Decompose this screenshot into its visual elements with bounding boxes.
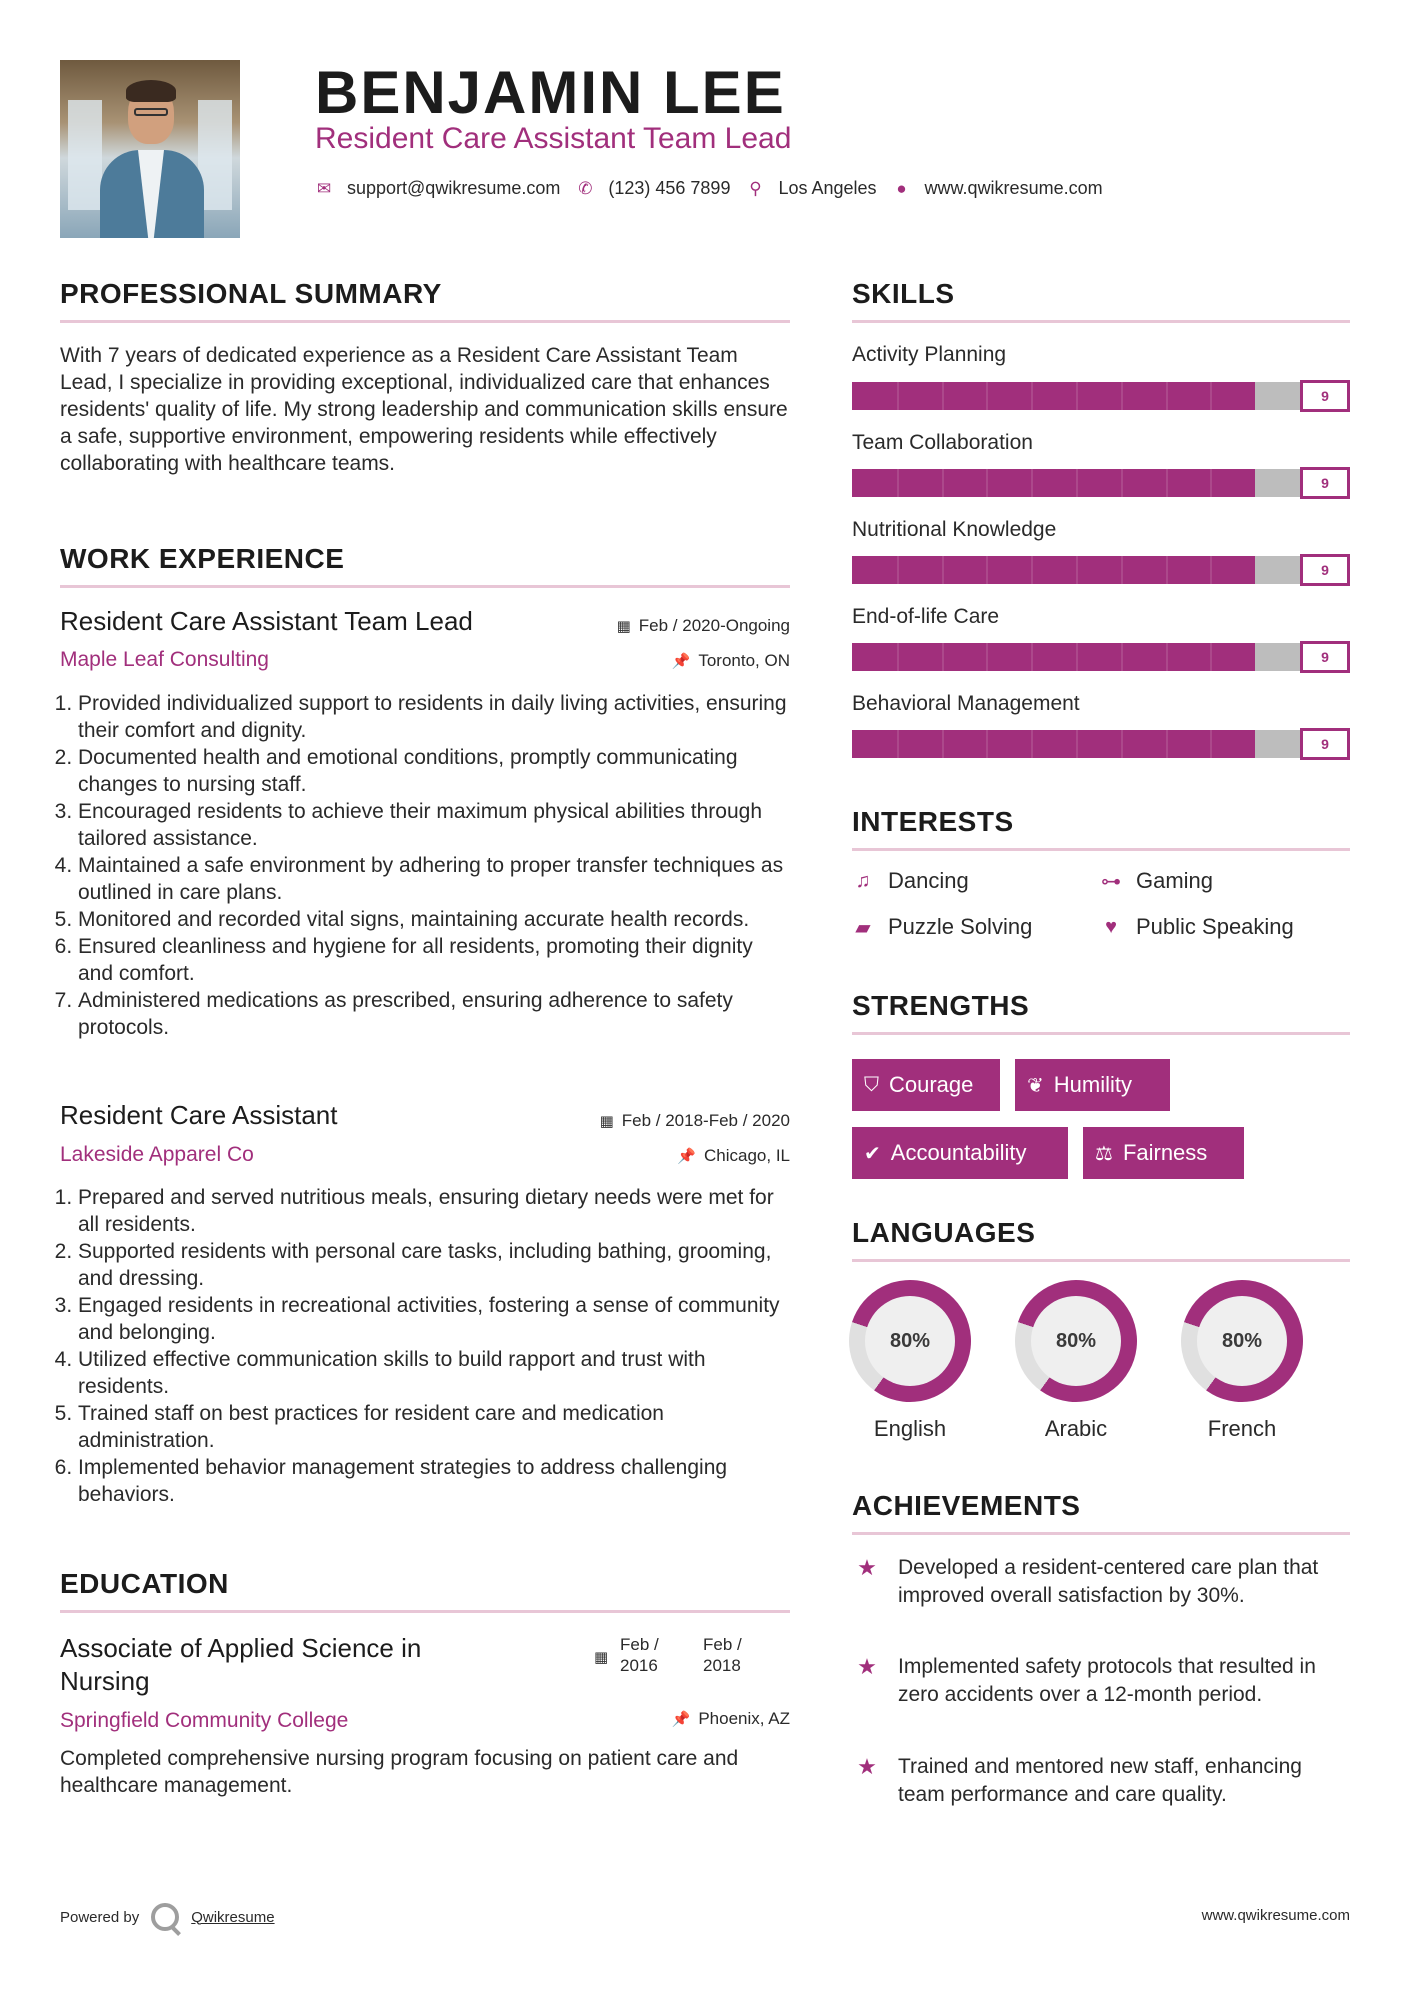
contact-location: [746, 178, 876, 199]
degree-line: Nursing: [60, 1666, 150, 1696]
powered-by-text: Powered by: [60, 1908, 140, 1926]
job-date: [617, 616, 790, 636]
education-description: Completed comprehensive nursing program focusing on patient care and healthcare management.: [60, 1747, 739, 1797]
job-location: [672, 651, 790, 671]
job-date-text: Feb / 2018-Feb / 2020: [621, 1111, 790, 1130]
skill-label: Behavioral Management: [852, 692, 1080, 715]
skills-heading: SKILLS: [852, 278, 955, 309]
pushpin-icon: 📌: [677, 1148, 696, 1165]
contact-website[interactable]: [893, 178, 1103, 199]
interest-label: Puzzle Solving: [888, 914, 1033, 939]
languages-divider: [852, 1259, 1350, 1262]
list-item: 1. Prepared and served nutritious meals, ensuring dietary needs were met for all residents.: [78, 1184, 795, 1238]
interest-label: Gaming: [1136, 868, 1214, 893]
strength-label: Humility: [1053, 1072, 1132, 1097]
calendar-icon: ▦: [616, 618, 631, 635]
language-name: Arabic: [1044, 1416, 1108, 1441]
edu-end-year: 2018: [703, 1656, 741, 1675]
language-item: [1180, 1280, 1304, 1442]
skill-bar: [852, 556, 1350, 584]
shield-icon: ⛉: [864, 1073, 879, 1096]
list-item: 6. Ensured cleanliness and hygiene for all residents, promoting their dignity and comfort.: [78, 933, 790, 987]
school-name: Springfield Community College: [60, 1709, 349, 1732]
skill-label: Team Collaboration: [852, 431, 1033, 454]
experience-divider: [60, 585, 790, 588]
interests-heading: INTERESTS: [852, 806, 1014, 837]
job-duties: [60, 690, 790, 1041]
location-text: Los Angeles: [778, 178, 877, 198]
language-item: [1014, 1280, 1138, 1442]
achievement-item: [852, 1753, 1352, 1809]
summary-text: With 7 years of dedicated experience as a Resident Care Assistant Team Lead, I specialize in providing exceptional, individualized care that enhances residents' quality of life. My strong leadership and communication skills ensure a safe, supportive environment, empowering residents while effectively collaborating with healthcare teams.: [60, 344, 788, 475]
language-ring: [833, 1264, 987, 1418]
balance-scale-icon: ⚖: [1095, 1142, 1113, 1165]
list-item: 3. Engaged residents in recreational activities, fostering a sense of community and belonging.: [78, 1292, 795, 1346]
skill-level-badge: 9: [1300, 380, 1350, 412]
skill-bar-fill: [852, 643, 1255, 671]
achievement-item: [852, 1653, 1352, 1709]
list-item: 2. Documented health and emotional conditions, promptly communicating changes to nursing staff.: [78, 744, 790, 798]
heartbeat-icon: ♥: [1105, 915, 1117, 938]
skill-level-badge: 9: [1300, 641, 1350, 673]
list-item: 2. Supported residents with personal care tasks, including bathing, grooming, and dressing.: [78, 1238, 795, 1292]
email-text: support@qwikresume.com: [347, 178, 561, 198]
website-text: www.qwikresume.com: [924, 178, 1103, 198]
skill-bar-fill: [852, 469, 1255, 497]
contact-phone[interactable]: [576, 178, 730, 199]
edu-calendar: [594, 1648, 608, 1666]
job-title: Resident Care Assistant Team Lead: [60, 606, 473, 636]
profile-photo: [60, 60, 240, 238]
interest-item: [1100, 914, 1294, 940]
edu-start-date: [620, 1634, 659, 1676]
degree-title: [60, 1632, 421, 1698]
music-note-icon: ♫: [855, 869, 871, 892]
languages-heading: LANGUAGES: [852, 1217, 1036, 1248]
summary-heading: PROFESSIONAL SUMMARY: [60, 278, 442, 309]
edu-end-date: [703, 1634, 742, 1676]
achievement-text: Implemented safety protocols that resulted in zero accidents over a 12-month period.: [898, 1655, 1316, 1706]
language-ring: [1165, 1264, 1319, 1418]
interest-item: [852, 914, 1032, 940]
phone-text: (123) 456 7899: [608, 178, 731, 198]
book-icon: ▰: [855, 916, 871, 939]
edu-end-month: Feb /: [703, 1635, 742, 1654]
skill-label: Activity Planning: [852, 343, 1007, 366]
skills-divider: [852, 320, 1350, 323]
language-name: English: [873, 1416, 947, 1441]
skill-bar: [852, 469, 1350, 497]
job-location-text: Chicago, IL: [704, 1146, 790, 1165]
achievement-item: [852, 1554, 1352, 1610]
education-divider: [60, 1610, 790, 1613]
strength-badge: [852, 1059, 1000, 1111]
list-item: 6. Implemented behavior management strategies to address challenging behaviors.: [78, 1454, 795, 1508]
skill-label: Nutritional Knowledge: [852, 518, 1057, 541]
job-date-text: Feb / 2020-Ongoing: [638, 616, 790, 635]
skill-bar-fill: [852, 730, 1255, 758]
list-item: 3. Encouraged residents to achieve their maximum physical abilities through tailored assistance.: [78, 798, 790, 852]
interest-item: [852, 868, 969, 894]
contact-info: [315, 178, 1103, 199]
skill-label: End-of-life Care: [852, 605, 1000, 628]
strength-label: Courage: [889, 1072, 974, 1097]
gamepad-icon: ⊶: [1101, 870, 1121, 893]
map-pin-icon: ⚲: [749, 178, 762, 198]
phone-icon: ✆: [578, 178, 593, 198]
skill-bar: [852, 643, 1350, 671]
skill-level-badge: 9: [1300, 728, 1350, 760]
list-item: 7. Administered medications as prescribed, ensuring adherence to safety protocols.: [78, 987, 790, 1041]
check-circle-icon: ✔: [864, 1142, 881, 1165]
summary-divider: [60, 320, 790, 323]
interest-label: Public Speaking: [1136, 914, 1294, 939]
list-item: 5. Monitored and recorded vital signs, maintaining accurate health records.: [78, 906, 790, 933]
strength-label: Fairness: [1122, 1140, 1208, 1165]
edu-location-text: Phoenix, AZ: [698, 1709, 790, 1728]
language-percent: 80%: [1197, 1296, 1287, 1386]
skill-level-badge: 9: [1300, 554, 1350, 586]
strength-label: Accountability: [890, 1140, 1027, 1165]
job-company: Maple Leaf Consulting: [60, 648, 269, 671]
education-heading: EDUCATION: [60, 1568, 229, 1599]
strength-badge: [1015, 1059, 1170, 1111]
job-company: Lakeside Apparel Co: [60, 1143, 254, 1166]
pushpin-icon: 📌: [671, 1711, 691, 1728]
strength-badge: [1083, 1127, 1244, 1179]
pushpin-icon: 📌: [671, 653, 691, 670]
language-name: French: [1207, 1416, 1277, 1441]
globe-icon: ●: [896, 178, 907, 198]
job-duties: [60, 1184, 795, 1508]
footer-powered-by: [60, 1903, 275, 1931]
job-location-text: Toronto, ON: [698, 651, 790, 670]
list-item: 4. Utilized effective communication skills to build rapport and trust with residents.: [78, 1346, 795, 1400]
strengths-heading: STRENGTHS: [852, 990, 1030, 1021]
candidate-role: Resident Care Assistant Team Lead: [315, 122, 792, 155]
job-location: [677, 1146, 790, 1166]
language-percent: 80%: [1031, 1296, 1121, 1386]
star-icon: ★: [857, 1754, 877, 1779]
interests-divider: [852, 848, 1350, 851]
qwikresume-logo-icon: [151, 1903, 179, 1931]
skill-bar: [852, 730, 1350, 758]
edu-start-month: Feb /: [620, 1635, 659, 1654]
brand-link[interactable]: Qwikresume: [191, 1908, 275, 1926]
job-title: Resident Care Assistant: [60, 1100, 338, 1130]
list-item: 1. Provided individualized support to residents in daily living activities, ensuring their comfort and dignity.: [78, 690, 790, 744]
achievements-heading: ACHIEVEMENTS: [852, 1490, 1081, 1521]
language-ring: [999, 1264, 1153, 1418]
leaf-icon: ❦: [1027, 1074, 1044, 1097]
star-icon: ★: [857, 1654, 877, 1679]
list-item: 5. Trained staff on best practices for resident care and medication administration.: [78, 1400, 795, 1454]
calendar-icon: ▦: [594, 1649, 609, 1666]
list-item: 4. Maintained a safe environment by adhering to proper transfer techniques as outlined in care plans.: [78, 852, 790, 906]
contact-email[interactable]: [315, 178, 560, 199]
candidate-name: BENJAMIN LEE: [315, 59, 786, 126]
skill-level-badge: 9: [1300, 467, 1350, 499]
interest-label: Dancing: [888, 868, 969, 893]
skill-bar: [852, 382, 1350, 410]
edu-location: [672, 1709, 790, 1729]
experience-heading: WORK EXPERIENCE: [60, 543, 345, 574]
envelope-icon: ✉: [316, 178, 332, 198]
edu-start-year: 2016: [620, 1656, 658, 1675]
job-date: [600, 1111, 790, 1131]
footer-website[interactable]: www.qwikresume.com: [1201, 1907, 1350, 1924]
strength-badge: [852, 1127, 1068, 1179]
achievement-text: Developed a resident-centered care plan that improved overall satisfaction by 30%.: [898, 1556, 1319, 1607]
achievement-text: Trained and mentored new staff, enhancing team performance and care quality.: [898, 1755, 1302, 1806]
language-item: [848, 1280, 972, 1442]
star-icon: ★: [857, 1555, 877, 1580]
calendar-icon: ▦: [599, 1113, 614, 1130]
language-percent: 80%: [865, 1296, 955, 1386]
skill-bar-fill: [852, 556, 1255, 584]
strengths-divider: [852, 1032, 1350, 1035]
degree-line: Associate of Applied Science in: [60, 1633, 422, 1663]
skill-bar-fill: [852, 382, 1255, 410]
achievements-divider: [852, 1532, 1350, 1535]
interest-item: [1100, 868, 1213, 894]
